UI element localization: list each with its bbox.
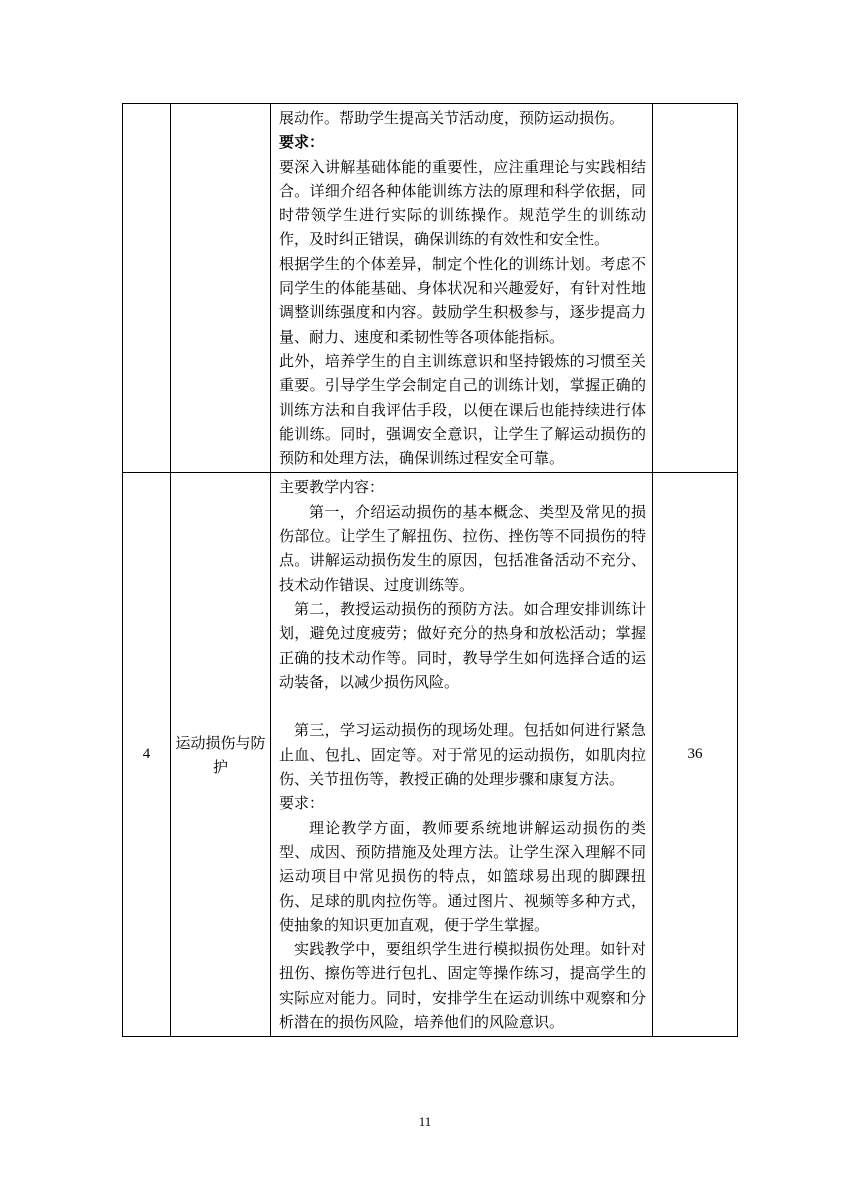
content-paragraph: 根据学生的个体差异，制定个性化的训练计划。考虑不同学生的体能基础、身体状况和兴趣爱好，有针对性地调整训练强度和内容。鼓励学生积极参与，逐步提高力量、耐力、速度和柔韧性等各项体能指标。 <box>279 254 646 346</box>
content-paragraph: 第二，教授运动损伤的预防方法。如合理安排训练计划，避免过度疲劳；做好充分的热身和放松活动；掌握正确的技术动作等。同时，教导学生如何选择合适的运动装备，以减少损伤风险。 <box>279 599 646 691</box>
content-paragraph: 实践教学中，要组织学生进行模拟损伤处理。如针对扭伤、擦伤等进行包扎、固定等操作练习，提高学生的实际应对能力。同时，安排学生在运动训练中观察和分析潜在的损伤风险，培养他们的风险意识。 <box>279 940 646 1031</box>
content-heading: 主要教学内容： <box>279 478 385 497</box>
content-paragraph: 第一，介绍运动损伤的基本概念、类型及常见的损伤部位。让学生了解扭伤、拉伤、挫伤等不同损伤的特点。讲解运动损伤发生的原因，包括准备活动不充分、技术动作错误、过度训练等。 <box>279 502 646 594</box>
content-paragraph: 理论教学方面，教师要系统地讲解运动损伤的类型、成因、预防措施及处理方法。让学生深入理解不同运动项目中常见损伤的特点，如篮球易出现的脚踝扭伤、足球的肌肉拉伤等。通过图片、视频等多种方式，使抽象的知识更加直观，便于学生掌握。 <box>279 818 646 934</box>
table-row <box>123 104 738 473</box>
content-paragraph: 第三，学习运动损伤的现场处理。包括如何进行紧急止血、包扎、固定等。对于常见的运动损伤，如肌肉拉伤、关节扭伤等，教授正确的处理步骤和康复方法。 <box>279 721 646 789</box>
row-topic: 运动损伤与防护 <box>171 473 271 1037</box>
row-topic <box>171 104 271 473</box>
row-hours: 36 <box>653 473 738 1037</box>
table-row <box>123 473 738 1037</box>
row-index <box>123 104 171 473</box>
content-paragraph: 展动作。帮助学生提高关节活动度，预防运动损伤。 <box>279 109 625 127</box>
blank-line <box>279 694 646 718</box>
row-index: 4 <box>123 473 171 1037</box>
syllabus-table <box>122 103 738 1037</box>
content-paragraph: 此外，培养学生的自主训练意识和坚持锻炼的习惯至关重要。引导学生学会制定自己的训练计划，掌握正确的训练方法和自我评估手段，以便在课后也能持续进行体能训练。同时，强调安全意识，让学生了解运动损伤的预防和处理方法，确保训练过程安全可靠。 <box>279 351 646 468</box>
requirements-heading: 要求： <box>279 133 325 152</box>
content-paragraph: 要深入讲解基础体能的重要性，应注重理论与实践相结合。详细介绍各种体能训练方法的原理和科学依据，同时带领学生进行实际的训练操作。规范学生的训练动作，及时纠正错误，确保训练的有效性和安全性。 <box>279 157 646 249</box>
page-number: 11 <box>418 1114 432 1129</box>
requirements-heading: 要求： <box>279 794 325 813</box>
row-content <box>271 104 653 473</box>
row-hours <box>653 104 738 473</box>
row-content <box>271 473 653 1037</box>
